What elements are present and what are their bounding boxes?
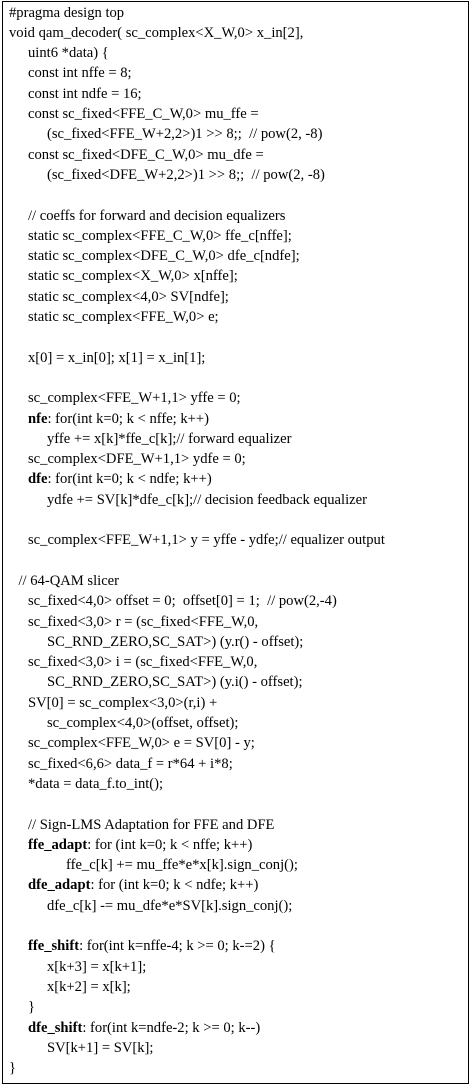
code-line bbox=[28, 145, 264, 165]
code-line bbox=[28, 388, 241, 408]
code-text: sc_fixed<6,6> data_f = r*64 + i*8; bbox=[28, 755, 233, 772]
code-text: : for (int k=0; k < nffe; k++) bbox=[87, 836, 253, 853]
code-text: ydfe += SV[k]*dfe_c[k];// decision feedback equalizer bbox=[47, 491, 367, 508]
code-line bbox=[47, 957, 146, 977]
code-text: sc_complex<FFE_W+1,1> yffe = 0; bbox=[28, 390, 241, 407]
code-text: x[k+3] = x[k+1]; bbox=[47, 958, 147, 975]
code-text: const int nffe = 8; bbox=[28, 65, 132, 82]
code-text: SV[0] = sc_complex<3,0>(r,i) + bbox=[28, 694, 218, 711]
code-text: sc_complex<FFE_W,0> e = SV[0] - y; bbox=[28, 735, 255, 752]
code-text: ffe_c[k] += mu_ffe*e*x[k].sign_conj(); bbox=[66, 857, 298, 874]
code-line bbox=[28, 835, 252, 855]
code-text: // 64-QAM slicer bbox=[18, 572, 120, 589]
code-text: : for(int k=ndfe-2; k >= 0; k--) bbox=[82, 1019, 261, 1036]
code-text: SC_RND_ZERO,SC_SAT>) (y.i() - offset); bbox=[47, 674, 303, 691]
code-text: : for (int k=0; k < ndfe; k++) bbox=[90, 877, 259, 894]
code-line bbox=[28, 1018, 260, 1038]
code-text: static sc_complex<FFE_W,0> e; bbox=[28, 309, 219, 325]
code-text: static sc_complex<DFE_C_W,0> dfe_c[ndfe]; bbox=[28, 248, 300, 265]
code-line bbox=[47, 632, 303, 652]
code-line bbox=[47, 124, 322, 144]
code-line bbox=[47, 165, 325, 185]
code-line bbox=[28, 63, 132, 83]
code-line bbox=[28, 348, 205, 368]
code-text: dfe_c[k] -= mu_dfe*e*SV[k].sign_conj(); bbox=[47, 897, 293, 914]
code-text: SC_RND_ZERO,SC_SAT>) (y.r() - offset); bbox=[47, 633, 304, 650]
code-line bbox=[28, 612, 258, 632]
code-line bbox=[47, 490, 367, 510]
code-line bbox=[47, 672, 303, 692]
code-text: sc_fixed<4,0> offset = 0; offset[0] = 1; // pow(2,-4) bbox=[28, 593, 337, 610]
code-text: : for(int k=nffe-4; k >= 0; k-=2) { bbox=[79, 938, 276, 955]
code-text: sc_fixed<3,0> i = (sc_fixed<FFE_W,0, bbox=[28, 654, 258, 671]
code-text: (sc_fixed<FFE_W+2,2>)1 >> 8;; // pow(2, -8) bbox=[47, 126, 323, 143]
code-line bbox=[47, 1038, 153, 1058]
loop-label: ffe_adapt bbox=[28, 836, 88, 853]
code-line bbox=[28, 997, 35, 1017]
code-text: sc_complex<FFE_W+1,1> y = yffe - ydfe;// equalizer output bbox=[28, 532, 385, 549]
code-text: static sc_complex<FFE_C_W,0> ffe_c[nffe]; bbox=[28, 227, 292, 244]
code-line bbox=[28, 591, 337, 611]
code-text: : for(int k=0; k < ndfe; k++) bbox=[47, 471, 212, 488]
code-text: // Sign-LMS Adaptation for FFE and DFE bbox=[28, 816, 275, 833]
code-line bbox=[9, 1058, 16, 1078]
code-text: } bbox=[28, 999, 36, 1016]
loop-label: ffe_shift bbox=[28, 938, 80, 955]
code-text: const sc_fixed<FFE_C_W,0> mu_ffe = bbox=[28, 106, 259, 122]
code-text: } bbox=[9, 1060, 17, 1077]
loop-label: dfe_shift bbox=[28, 1019, 83, 1036]
code-line bbox=[28, 206, 285, 226]
code-line bbox=[47, 977, 131, 997]
code-text: void qam_decoder( sc_complex<X_W,0> x_in[2], bbox=[9, 24, 304, 41]
code-line bbox=[47, 896, 292, 916]
code-line bbox=[28, 449, 246, 469]
loop-label: dfe_adapt bbox=[28, 877, 91, 894]
code-line bbox=[28, 530, 385, 550]
code-text: x[k+2] = x[k]; bbox=[47, 978, 131, 995]
code-text: (sc_fixed<DFE_W+2,2>)1 >> 8;; // pow(2, -8) bbox=[47, 166, 325, 183]
code-text: static sc_complex<X_W,0> x[nffe]; bbox=[28, 268, 238, 285]
code-text: #pragma design top bbox=[9, 4, 125, 21]
code-line bbox=[47, 713, 238, 733]
code-line bbox=[28, 409, 209, 429]
code-line bbox=[28, 754, 233, 774]
code-line bbox=[66, 855, 298, 875]
code-line bbox=[9, 23, 303, 43]
code-text: const sc_fixed<DFE_C_W,0> mu_dfe = bbox=[28, 146, 264, 163]
code-line bbox=[28, 936, 276, 956]
code-line bbox=[28, 43, 109, 63]
code-line bbox=[28, 652, 257, 672]
code-line bbox=[28, 693, 217, 713]
code-text: uint6 *data) { bbox=[28, 45, 109, 62]
code-line bbox=[28, 875, 258, 895]
code-line bbox=[28, 307, 219, 327]
code-text: static sc_complex<4,0> SV[ndfe]; bbox=[28, 288, 229, 305]
code-text: x[0] = x_in[0]; x[1] = x_in[1]; bbox=[28, 349, 206, 366]
code-line bbox=[28, 266, 238, 286]
code-line bbox=[28, 104, 259, 124]
code-text: sc_complex<DFE_W+1,1> ydfe = 0; bbox=[28, 451, 246, 468]
code-text: : for(int k=0; k < nffe; k++) bbox=[47, 410, 210, 427]
code-text: yffe += x[k]*ffe_c[k];// forward equalizer bbox=[47, 430, 292, 447]
code-line bbox=[9, 3, 124, 23]
loop-label: nfe bbox=[28, 410, 48, 427]
code-text: // coeffs for forward and decision equalizers bbox=[28, 207, 286, 224]
code-text: *data = data_f.to_int(); bbox=[28, 775, 164, 792]
code-listing-frame bbox=[2, 1, 469, 1084]
code-line bbox=[28, 733, 255, 753]
code-text: SV[k+1] = SV[k]; bbox=[47, 1039, 154, 1056]
loop-label: dfe bbox=[28, 471, 48, 488]
code-line bbox=[28, 815, 274, 835]
code-text: sc_fixed<3,0> r = (sc_fixed<FFE_W,0, bbox=[28, 613, 259, 630]
code-line bbox=[19, 571, 120, 591]
code-line bbox=[28, 774, 163, 794]
code-line bbox=[28, 226, 292, 246]
code-text: const int ndfe = 16; bbox=[28, 85, 142, 102]
code-text: sc_complex<4,0>(offset, offset); bbox=[47, 715, 239, 731]
code-line bbox=[28, 246, 300, 266]
code-line bbox=[28, 469, 212, 489]
code-line bbox=[28, 84, 142, 104]
code-line bbox=[28, 287, 229, 307]
code-line bbox=[47, 429, 291, 449]
